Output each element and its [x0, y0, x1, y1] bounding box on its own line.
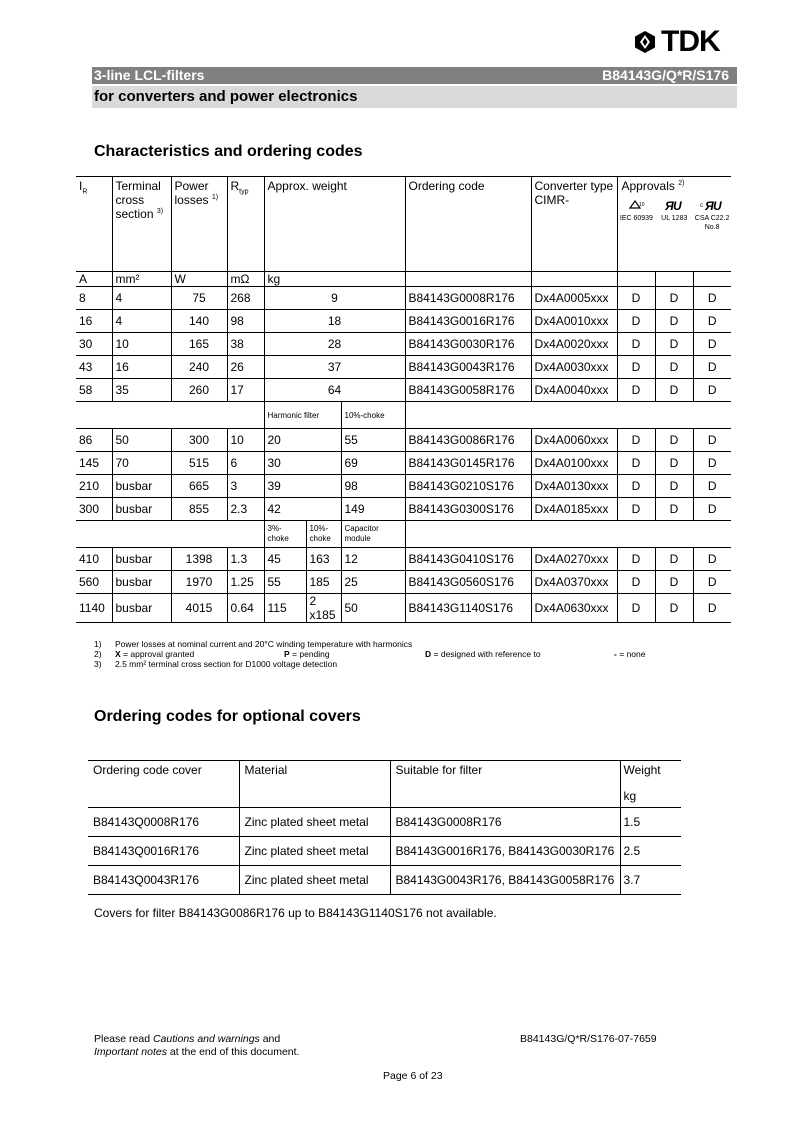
col-weight: Approx. weight	[264, 177, 405, 272]
cell-terminal: 10	[112, 333, 171, 356]
svg-text:U: U	[713, 199, 722, 213]
approval-csa: c Я U CSA C22.2 No.8	[694, 199, 730, 231]
footnote-1: 1) Power losses at nominal current and 20°C winding temperature with harmonics	[94, 639, 413, 649]
cell-approval-csa: D	[693, 452, 731, 475]
cell-rtyp: 1.3	[227, 548, 264, 571]
group3-rows	[76, 548, 731, 623]
cell-approval-iec: D	[617, 498, 655, 521]
logo-text: TDK	[661, 25, 720, 58]
cell-approval-ul: D	[655, 310, 693, 333]
cell-power: 515	[171, 452, 227, 475]
table-row	[76, 333, 731, 356]
cell-material: Zinc plated sheet metal	[239, 866, 390, 895]
cell-weight: 2.5	[620, 837, 681, 866]
cell-converter: Dx4A0270xxx	[531, 548, 617, 571]
cell-approval-csa: D	[693, 571, 731, 594]
cell-ordering-code: B84143G0410S176	[405, 548, 531, 571]
cell-ir: 16	[76, 310, 112, 333]
cell-converter: Dx4A0020xxx	[531, 333, 617, 356]
cell-ordering-code: B84143G0008R176	[405, 287, 531, 310]
cell-power: 1398	[171, 548, 227, 571]
col-converter: Converter type CIMR-	[531, 177, 617, 272]
cell-terminal: busbar	[112, 475, 171, 498]
tdk-emblem-icon	[633, 30, 657, 54]
cell-power: 4015	[171, 594, 227, 623]
cell-cover-code: B84143Q0008R176	[88, 808, 239, 837]
group2-rows	[76, 429, 731, 521]
cell-approval-iec: D	[617, 571, 655, 594]
cell-terminal: 35	[112, 379, 171, 402]
cell-ir: 30	[76, 333, 112, 356]
col-terminal: Terminal cross section $^{3)}$	[112, 177, 171, 272]
cell-weight-capacitor: 25	[341, 571, 405, 594]
cell-approval-csa: D	[693, 498, 731, 521]
cell-ir: 300	[76, 498, 112, 521]
page-number: Page 6 of 23	[383, 1070, 443, 1082]
cell-approval-iec: D	[617, 356, 655, 379]
title-bar	[92, 67, 737, 84]
cell-approval-ul: D	[655, 429, 693, 452]
covers-rows	[88, 808, 681, 895]
cell-approval-ul: D	[655, 356, 693, 379]
cell-converter: Dx4A0030xxx	[531, 356, 617, 379]
svg-text:c: c	[700, 203, 704, 209]
cell-ir: 410	[76, 548, 112, 571]
cell-suitable: B84143G0043R176, B84143G0058R176	[390, 866, 620, 895]
cell-terminal: 4	[112, 310, 171, 333]
cell-weight: 9	[264, 287, 405, 310]
table-row	[88, 866, 681, 895]
covers-table	[88, 760, 681, 895]
cell-approval-iec: D	[617, 452, 655, 475]
cell-material: Zinc plated sheet metal	[239, 808, 390, 837]
cell-approval-csa: D	[693, 594, 731, 623]
cell-power: 1970	[171, 571, 227, 594]
weight-subheader-3: 3%-choke 10%-choke Capacitor module	[76, 521, 731, 548]
cell-approval-iec: D	[617, 594, 655, 623]
table-row	[76, 429, 731, 452]
cell-approval-csa: D	[693, 310, 731, 333]
section-title-characteristics: Characteristics and ordering codes	[94, 143, 363, 160]
ul-recognized-icon	[664, 199, 684, 211]
cell-weight-capacitor: 50	[341, 594, 405, 623]
cell-rtyp: 17	[227, 379, 264, 402]
doc-code: B84143G/Q*R/S176-07-7659	[520, 1033, 657, 1045]
table-row	[76, 310, 731, 333]
cell-ordering-code: B84143G0030R176	[405, 333, 531, 356]
cell-power: 240	[171, 356, 227, 379]
cell-rtyp: 1.25	[227, 571, 264, 594]
cell-weight-harmonic: 42	[264, 498, 341, 521]
covers-header-row: Ordering code cover Material Suitable for filter Weight kg	[88, 761, 681, 808]
cell-approval-csa: D	[693, 475, 731, 498]
cell-approval-ul: D	[655, 548, 693, 571]
group1-rows	[76, 287, 731, 402]
table-row	[88, 837, 681, 866]
cell-weight-choke: 69	[341, 452, 405, 475]
cell-terminal: busbar	[112, 571, 171, 594]
table-row	[76, 594, 731, 623]
cell-rtyp: 2.3	[227, 498, 264, 521]
cell-power: 140	[171, 310, 227, 333]
cell-rtyp: 38	[227, 333, 264, 356]
cell-weight: 28	[264, 333, 405, 356]
cell-power: 300	[171, 429, 227, 452]
table-row	[76, 356, 731, 379]
cell-approval-ul: D	[655, 571, 693, 594]
cell-terminal: busbar	[112, 498, 171, 521]
footnote-3: 3) 2.5 mm² terminal cross section for D1000 voltage detection	[94, 659, 338, 669]
cell-rtyp: 3	[227, 475, 264, 498]
cell-approval-csa: D	[693, 333, 731, 356]
cell-approval-csa: D	[693, 287, 731, 310]
cell-approval-csa: D	[693, 356, 731, 379]
section-title-covers: Ordering codes for optional covers	[94, 708, 361, 725]
cell-weight: 3.7	[620, 866, 681, 895]
cell-approval-csa: D	[693, 548, 731, 571]
cell-ir: 8	[76, 287, 112, 310]
cell-approval-ul: D	[655, 594, 693, 623]
cell-power: 75	[171, 287, 227, 310]
cell-power: 260	[171, 379, 227, 402]
covers-note: Covers for filter B84143G0086R176 up to B84143G1140S176 not available.	[94, 906, 497, 920]
cell-approval-iec: D	[617, 333, 655, 356]
cell-ordering-code: B84143G0058R176	[405, 379, 531, 402]
cell-ir: 560	[76, 571, 112, 594]
cell-weight-10pct: 163	[306, 548, 341, 571]
approval-ul: Я U UL 1283	[661, 199, 688, 222]
cell-ir: 145	[76, 452, 112, 475]
weight-subheader-2: Harmonic filter 10%-choke	[76, 402, 731, 429]
cell-converter: Dx4A0630xxx	[531, 594, 617, 623]
subtitle-bar	[92, 86, 737, 108]
cell-ordering-code: B84143G0016R176	[405, 310, 531, 333]
svg-text:Я: Я	[705, 199, 714, 213]
table-header-row	[76, 177, 731, 272]
cell-weight-10pct: 185	[306, 571, 341, 594]
cell-approval-csa: D	[693, 379, 731, 402]
cell-cover-code: B84143Q0043R176	[88, 866, 239, 895]
cell-approval-ul: D	[655, 475, 693, 498]
cell-terminal: 4	[112, 287, 171, 310]
cell-approval-iec: D	[617, 429, 655, 452]
cell-weight-harmonic: 20	[264, 429, 341, 452]
cell-ordering-code: B84143G0560S176	[405, 571, 531, 594]
table-row	[76, 475, 731, 498]
cell-approval-ul: D	[655, 287, 693, 310]
cell-converter: Dx4A0040xxx	[531, 379, 617, 402]
product-code: B84143G/Q*R/S176	[602, 67, 729, 83]
cell-weight-harmonic: 30	[264, 452, 341, 475]
cell-converter: Dx4A0005xxx	[531, 287, 617, 310]
cell-approval-ul: D	[655, 379, 693, 402]
cell-ordering-code: B84143G1140S176	[405, 594, 531, 623]
cell-ordering-code: B84143G0043R176	[405, 356, 531, 379]
cell-approval-iec: D	[617, 475, 655, 498]
cell-weight-choke: 98	[341, 475, 405, 498]
cell-ir: 43	[76, 356, 112, 379]
cell-approval-csa: D	[693, 429, 731, 452]
cell-rtyp: 0.64	[227, 594, 264, 623]
cell-power: 855	[171, 498, 227, 521]
cell-weight-choke: 149	[341, 498, 405, 521]
cell-rtyp: 98	[227, 310, 264, 333]
cell-ordering-code: B84143G0300S176	[405, 498, 531, 521]
footnotes	[94, 639, 714, 669]
cell-approval-iec: D	[617, 310, 655, 333]
cell-terminal: 50	[112, 429, 171, 452]
units-row: A mm² W mΩ kg	[76, 272, 731, 287]
cell-material: Zinc plated sheet metal	[239, 837, 390, 866]
col-ordering: Ordering code	[405, 177, 531, 272]
cell-converter: Dx4A0185xxx	[531, 498, 617, 521]
cell-converter: Dx4A0010xxx	[531, 310, 617, 333]
cell-converter: Dx4A0060xxx	[531, 429, 617, 452]
cell-weight-3pct: 115	[264, 594, 306, 623]
table-row	[76, 452, 731, 475]
cell-weight: 18	[264, 310, 405, 333]
cell-weight-10pct: 2 x185	[306, 594, 341, 623]
page-title: 3-line LCL-filters	[94, 67, 205, 83]
cell-approval-iec: D	[617, 379, 655, 402]
svg-text:10: 10	[639, 202, 645, 208]
cell-ir: 86	[76, 429, 112, 452]
page-subtitle: for converters and power electronics	[94, 88, 358, 105]
cell-weight-3pct: 55	[264, 571, 306, 594]
cell-power: 665	[171, 475, 227, 498]
cell-converter: Dx4A0370xxx	[531, 571, 617, 594]
table-row	[76, 571, 731, 594]
cell-ordering-code: B84143G0086R176	[405, 429, 531, 452]
footnote-2: 2) X = approval granted P = pending D = designed with reference to - = none	[94, 649, 646, 659]
tdk-logo	[633, 25, 720, 58]
cell-suitable: B84143G0008R176	[390, 808, 620, 837]
cell-rtyp: 26	[227, 356, 264, 379]
cell-terminal: 16	[112, 356, 171, 379]
cell-ir: 210	[76, 475, 112, 498]
cell-weight: 1.5	[620, 808, 681, 837]
cell-ir: 58	[76, 379, 112, 402]
cell-weight-capacitor: 12	[341, 548, 405, 571]
cell-ordering-code: B84143G0145R176	[405, 452, 531, 475]
iec-mark-icon	[628, 199, 644, 211]
cell-approval-ul: D	[655, 333, 693, 356]
cell-converter: Dx4A0130xxx	[531, 475, 617, 498]
table-row	[88, 808, 681, 837]
c-ul-recognized-icon	[700, 199, 724, 211]
cell-approval-iec: D	[617, 548, 655, 571]
col-approvals: Approvals $^{2)}$ 10 IEC 60939 Я U UL 1283 c Я U CSA C22.2 No.8	[617, 177, 731, 272]
cell-rtyp: 268	[227, 287, 264, 310]
cell-weight-3pct: 45	[264, 548, 306, 571]
cell-ordering-code: B84143G0210S176	[405, 475, 531, 498]
cell-weight-harmonic: 39	[264, 475, 341, 498]
cell-approval-ul: D	[655, 452, 693, 475]
characteristics-table	[76, 176, 731, 623]
table-row	[76, 548, 731, 571]
approval-iec: 10 IEC 60939	[618, 199, 656, 232]
col-power: Power losses $^{1)}$	[171, 177, 227, 272]
col-ir: $I_R$	[76, 177, 112, 272]
cell-terminal: busbar	[112, 594, 171, 623]
cell-approval-iec: D	[617, 287, 655, 310]
cell-terminal: 70	[112, 452, 171, 475]
cell-rtyp: 10	[227, 429, 264, 452]
col-rtyp: $R_{typ}$	[227, 177, 264, 272]
svg-text:U: U	[673, 199, 682, 213]
footer-notice: Please read Cautions and warnings and Important notes at the end of this document.	[94, 1033, 300, 1058]
cell-suitable: B84143G0016R176, B84143G0030R176	[390, 837, 620, 866]
svg-text:Я: Я	[665, 199, 675, 213]
cell-approval-ul: D	[655, 498, 693, 521]
cell-weight: 64	[264, 379, 405, 402]
cell-weight-choke: 55	[341, 429, 405, 452]
cell-ir: 1140	[76, 594, 112, 623]
cell-cover-code: B84143Q0016R176	[88, 837, 239, 866]
table-row	[76, 498, 731, 521]
cell-power: 165	[171, 333, 227, 356]
table-row	[76, 287, 731, 310]
cell-terminal: busbar	[112, 548, 171, 571]
cell-rtyp: 6	[227, 452, 264, 475]
table-row	[76, 379, 731, 402]
cell-converter: Dx4A0100xxx	[531, 452, 617, 475]
cell-weight: 37	[264, 356, 405, 379]
